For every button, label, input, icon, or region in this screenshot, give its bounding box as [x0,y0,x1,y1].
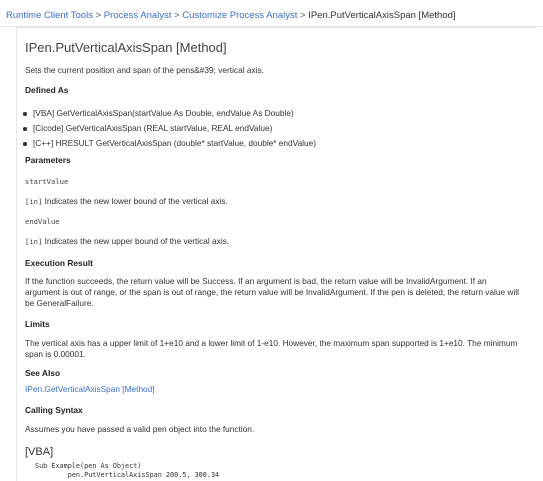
breadcrumb-link-customize-process-analyst[interactable]: Customize Process Analyst [182,10,298,21]
content-panel [16,27,536,481]
see-also-link[interactable]: IPen.GetVerticalAxisSpan [Method] [25,384,155,394]
definition-item: [C++] HRESULT GetVerticalAxisSpan (double* startValue, double* endValue) [33,138,317,148]
see-also-list [25,384,155,395]
calling-syntax-heading: Calling Syntax [25,405,83,415]
definition-item: [Cicode] GetVerticalAxisSpan (REAL startValue, REAL endValue) [33,123,273,133]
breadcrumb-link-runtime-client-tools[interactable]: Runtime Client Tools [6,10,93,21]
execution-result-line: argument is out of range, or the span is out of range, the return value will be InvalidArgument. If the pen is deleted, the return value will [25,287,519,297]
execution-result-heading: Execution Result [25,258,93,268]
limits-heading: Limits [25,319,50,329]
defined-as-heading: Defined As [25,85,69,95]
summary-text: Sets the current position and span of the pens&#39; vertical axis. [25,65,264,75]
execution-result-text [25,276,519,309]
breadcrumb-current: IPen.PutVerticalAxisSpan [Method] [308,10,456,21]
page-title: IPen.PutVerticalAxisSpan [Method] [25,40,227,55]
param-direction-tag: [in] [25,197,43,206]
param-description [25,236,229,246]
breadcrumb [6,10,456,21]
definition-item: [VBA] GetVerticalAxisSpan(startValue As Double, endValue As Double) [33,108,294,118]
param-direction-tag: [in] [25,237,43,246]
breadcrumb-separator: > [174,10,180,21]
code-line: Sub Example(pen As Object) [35,462,142,470]
parameters-heading: Parameters [25,155,71,165]
limits-text [25,338,517,360]
execution-result-line: be GeneralFailure. [25,298,94,308]
limits-line: The vertical axis has a upper limit of 1+e10 and a lower limit of 1-e10. However, the maximum span supported is 1+e10. The minimum [25,338,518,348]
param-description-text: Indicates the new upper bound of the vertical axis. [44,236,230,246]
calling-syntax-text: Assumes you have passed a valid pen object into the function. [25,424,255,434]
breadcrumb-separator: > [95,10,102,21]
execution-result-line: If the function succeeds, the return value will be Success. If an argument is bad, the return value will be InvalidArgument. If an [25,276,487,286]
vba-heading: [VBA] [25,446,54,458]
param-name: endValue [25,217,60,226]
param-name: startValue [25,177,69,186]
breadcrumb-separator: > [299,10,306,21]
limits-line: span is 0.00001. [25,349,86,359]
see-also-heading: See Also [25,368,61,378]
code-line: pen.PutVerticalAxisSpan 200.5, 300.34 [35,471,220,479]
breadcrumb-link-process-analyst[interactable]: Process Analyst [103,10,172,21]
code-block [35,462,219,480]
param-description-text: Indicates the new lower bound of the vertical axis. [44,196,228,206]
param-description [25,196,228,206]
